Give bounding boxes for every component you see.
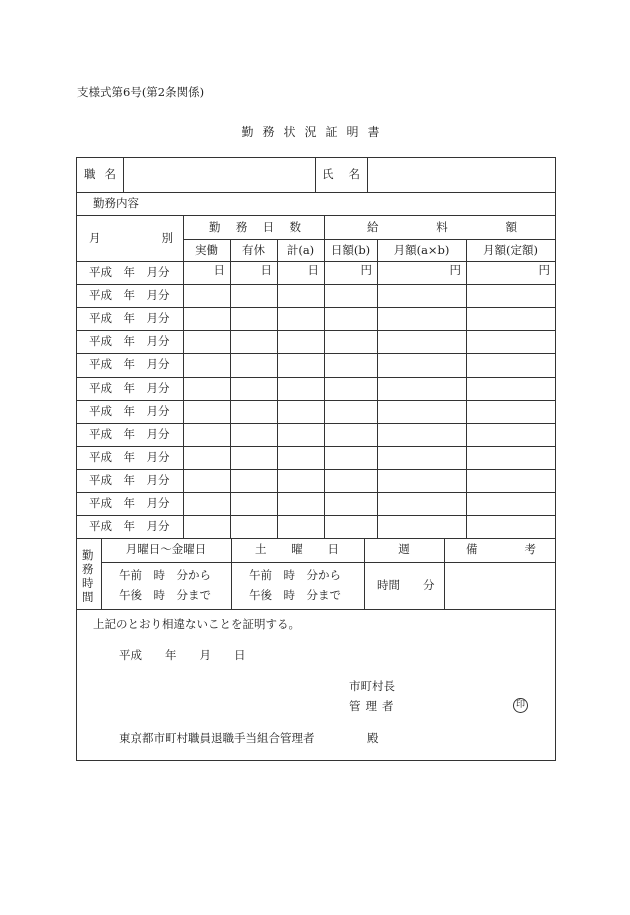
monthly-calc-header: 月額(a×b) <box>393 243 450 257</box>
saturday-from: 午前 時 分から <box>249 568 341 582</box>
certification-date: 平成 年 月 日 <box>119 648 246 662</box>
unit-day: 日 <box>260 263 272 277</box>
work-hours-label: 勤務時間 <box>82 548 94 604</box>
form-reference: 支様式第6号(第2条関係) <box>77 85 205 99</box>
month-row-label: 平成 年 月分 <box>89 334 170 349</box>
total-header: 計(a) <box>286 243 315 257</box>
manager-label: 管理者 <box>349 699 399 713</box>
row-divider <box>77 515 555 516</box>
weekly-time: 時間 分 <box>377 578 435 592</box>
row-divider <box>77 400 555 401</box>
unit-yen: 円 <box>538 263 550 277</box>
daily-amount-header: 日額(b) <box>330 243 371 257</box>
certificate-form <box>76 157 556 761</box>
seal-mark: 印 <box>513 698 528 713</box>
row-divider <box>77 330 555 331</box>
month-row-label: 平成 年 月分 <box>89 496 170 510</box>
name-field[interactable] <box>368 159 554 191</box>
weekday-header: 月曜日〜金曜日 <box>125 542 207 556</box>
month-row-label: 平成 年 月分 <box>89 426 170 441</box>
paid-leave-header: 有休 <box>242 243 265 257</box>
weekly-header: 週 <box>398 542 410 556</box>
job-title-label: 職 名 <box>84 167 116 181</box>
row-divider <box>77 492 555 493</box>
row-divider <box>77 307 555 308</box>
month-row-label: 平成 年 月分 <box>89 519 170 534</box>
work-content-label: 勤務内容 <box>93 196 139 210</box>
row-divider <box>77 423 555 424</box>
monthly-fixed-header: 月額(定額) <box>483 243 538 257</box>
saturday-to: 午後 時 分まで <box>249 588 341 602</box>
document-title: 勤務状況証明書 <box>241 125 389 139</box>
month-column-header: 月 別 <box>89 231 173 245</box>
month-row-label: 平成 年 月分 <box>89 265 170 279</box>
row-divider <box>77 377 555 378</box>
month-row-label: 平成 年 月分 <box>89 403 170 418</box>
saturday-header: 土 曜 日 <box>255 542 339 556</box>
addressee: 東京都市町村職員退職手当組合管理者 <box>119 731 315 745</box>
month-row-label: 平成 年 月分 <box>89 357 170 372</box>
actual-header: 実働 <box>195 243 218 257</box>
unit-yen: 円 <box>360 263 372 277</box>
unit-yen: 円 <box>449 263 461 277</box>
row-divider <box>77 284 555 285</box>
unit-day: 日 <box>307 263 319 277</box>
remarks-field[interactable] <box>445 563 554 608</box>
row-divider <box>77 353 555 354</box>
job-title-field[interactable] <box>124 159 314 191</box>
month-row-label: 平成 年 月分 <box>89 311 170 326</box>
weekday-to: 午後 時 分まで <box>119 588 211 602</box>
name-label: 氏 名 <box>322 167 360 181</box>
work-days-header: 勤 務 日 数 <box>209 220 301 234</box>
row-divider <box>77 446 555 447</box>
row-divider <box>77 469 555 470</box>
salary-header: 給 料 額 <box>367 220 517 234</box>
honorific: 殿 <box>367 731 379 745</box>
remarks-header: 備 考 <box>466 542 536 556</box>
month-row-label: 平成 年 月分 <box>89 449 170 464</box>
weekday-from: 午前 時 分から <box>119 568 211 582</box>
month-row-label: 平成 年 月分 <box>89 288 170 303</box>
month-row-label: 平成 年 月分 <box>89 472 170 487</box>
mayor-label: 市町村長 <box>349 679 395 693</box>
certification-statement: 上記のとおり相違ないことを証明する。 <box>93 617 300 631</box>
month-row-label: 平成 年 月分 <box>89 380 170 395</box>
unit-day: 日 <box>213 263 225 277</box>
